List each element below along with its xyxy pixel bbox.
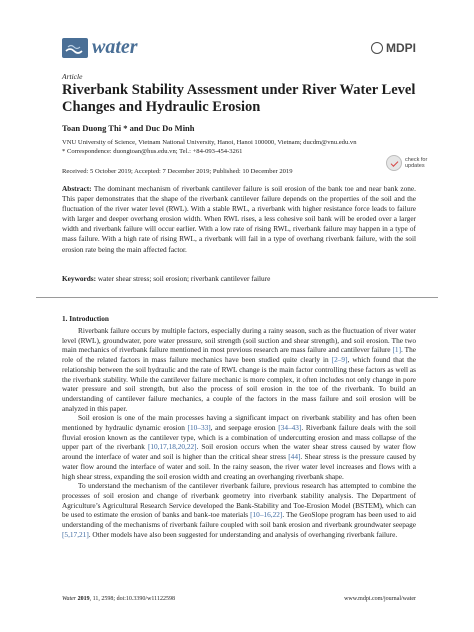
keywords-text: water shear stress; soil erosion; riverbank cantilever failure	[97, 274, 271, 283]
abstract-label: Abstract:	[62, 184, 92, 193]
publisher-name: MDPI	[386, 41, 416, 55]
publisher-icon	[371, 42, 383, 54]
journal-name: water	[92, 36, 138, 58]
keywords-label: Keywords:	[62, 274, 97, 283]
affiliation-line: VNU University of Science, Vietnam National University, Hanoi, Hanoi 100000, Vietnam; ducdm@vnu.edu.vn	[62, 139, 357, 146]
check-for-updates[interactable]	[386, 155, 427, 171]
citation-link[interactable]: [1]	[392, 345, 401, 355]
article-type: Article	[62, 72, 83, 81]
journal-logo-icon	[62, 38, 88, 58]
check-updates-icon	[386, 155, 402, 171]
authors: Toan Duong Thi * and Duc Do Minh	[62, 123, 195, 133]
citation-link[interactable]: [10–33]	[187, 423, 211, 433]
abstract-text: The dominant mechanism of riverbank cantilever failure is soil erosion of the bank toe and near bank zone. This paper demonstrates that the shape of the riverbank cantilever failure depends on the properties of the soil and the fluctuation of the river water level (RWL). With a stable RWL, a riverbank with higher resistance force leads to failure with larger and deeper overhang erosion width. When RWL rises, a less cohesive soil bank will be eroded over a larger width and riverbank failure will occur earlier. With a low rate of rising RWL, riverbank failure may happen in a type of mass failure. With a high rate of rising RWL, a riverbank will fail in a type of overhang riverbank failure, with the soil erosion rate being the main affected factor.	[62, 184, 416, 254]
paragraph-2: Soil erosion is one of the main processes having a significant impact on riverbank stability and has often been mentioned by hydraulic dynamic erosion [10–33], and seepage erosion [34–43]. Riverbank failure deals with the soil fluvial erosion known as the cantilever type, which is a combination of undercutting erosion and mass collapse of the upper part of the riverbank [10,17,18,20,22]. Soil erosion occurs when the water shear stress caused by water flow around the interface of water and soil is higher than the critical shear stress [44]. Shear stress is the pressure caused by water flow around the interface of water and soil. In the rainy season, the river water level increases and flows with a high shear stress, expanding the soil erosion width and creating an overhanging riverbank shape.	[62, 413, 417, 481]
body-text	[62, 326, 416, 539]
abstract	[62, 184, 416, 255]
footer-url[interactable]: www.mdpi.com/journal/water	[344, 596, 416, 602]
citation-link[interactable]: [5,17,21]	[62, 529, 89, 539]
correspondence-line: * Correspondence: duongtoan@hus.edu.vn; Tel.: +84-093-454-3261	[62, 148, 243, 155]
citation-link[interactable]: [10,17,18,20,22]	[147, 442, 197, 452]
footer-citation: Water 2019, 11, 2598; doi:10.3390/w11122598	[62, 596, 175, 602]
citation-link[interactable]: [2–9]	[331, 355, 348, 365]
publication-history: Received: 5 October 2019; Accepted: 7 December 2019; Published: 10 December 2019	[62, 168, 293, 175]
citation-link[interactable]: [34–43]	[278, 423, 302, 433]
keywords	[62, 274, 416, 283]
divider	[36, 297, 438, 298]
check-updates-label: check for updates	[405, 157, 428, 169]
paragraph-3: To understand the mechanism of the cantilever riverbank failure, previous research has attempted to combine the processes of soil erosion and change of riverbank geometry into riverbank stability analysis. The Department of Agriculture’s Agricultural Research Service developed the Bank-Stability and Toe-Erosion Model (BSTEM), which can be used to estimate the erosion of banks and bank-toe materials [10–16,22]. The GeoSlope program has been used to aid understanding of the mechanisms of riverbank failure coupled with soil bank erosion and riverbank groundwater seepage [5,17,21]. Other models have also been suggested for understanding and analysis of overhanging riverbank failure.	[62, 481, 416, 539]
publisher-logo	[371, 41, 416, 55]
citation-link[interactable]: [44]	[288, 452, 301, 462]
affiliations	[62, 138, 422, 156]
section-heading: 1. Introduction	[62, 314, 109, 323]
paper-title: Riverbank Stability Assessment under River Water Level Changes and Hydraulic Erosion	[62, 82, 416, 115]
paragraph-1: Riverbank failure occurs by multiple factors, especially during a rainy season, such as the fluctuation of river water level (RWL), groundwater, pore water pressure, soil strength (soil suction and shear strength), and soil erosion. The two main mechanics of riverbank failure mentioned in most previous research are mass failure and cantilever failure [1]. The role of the related factors in mass failure mechanics have been studied quite clearly in [2–9], which found that the relationship between the soil hydraulic and the rate of RWL change is the main factor controlling these factors as well as the riverbank stability. While the cantilever failure mechanic is more complex, it often includes not only change in pore water pressure and soil strength, but also the process of soil erosion in the toe of the riverbank. To build an understanding of cantilever failure mechanics, a couple of the factors in the mass failure and soil erosion will be analyzed in this paper.	[62, 326, 417, 413]
citation-link[interactable]: [10–16,22]	[250, 510, 283, 520]
